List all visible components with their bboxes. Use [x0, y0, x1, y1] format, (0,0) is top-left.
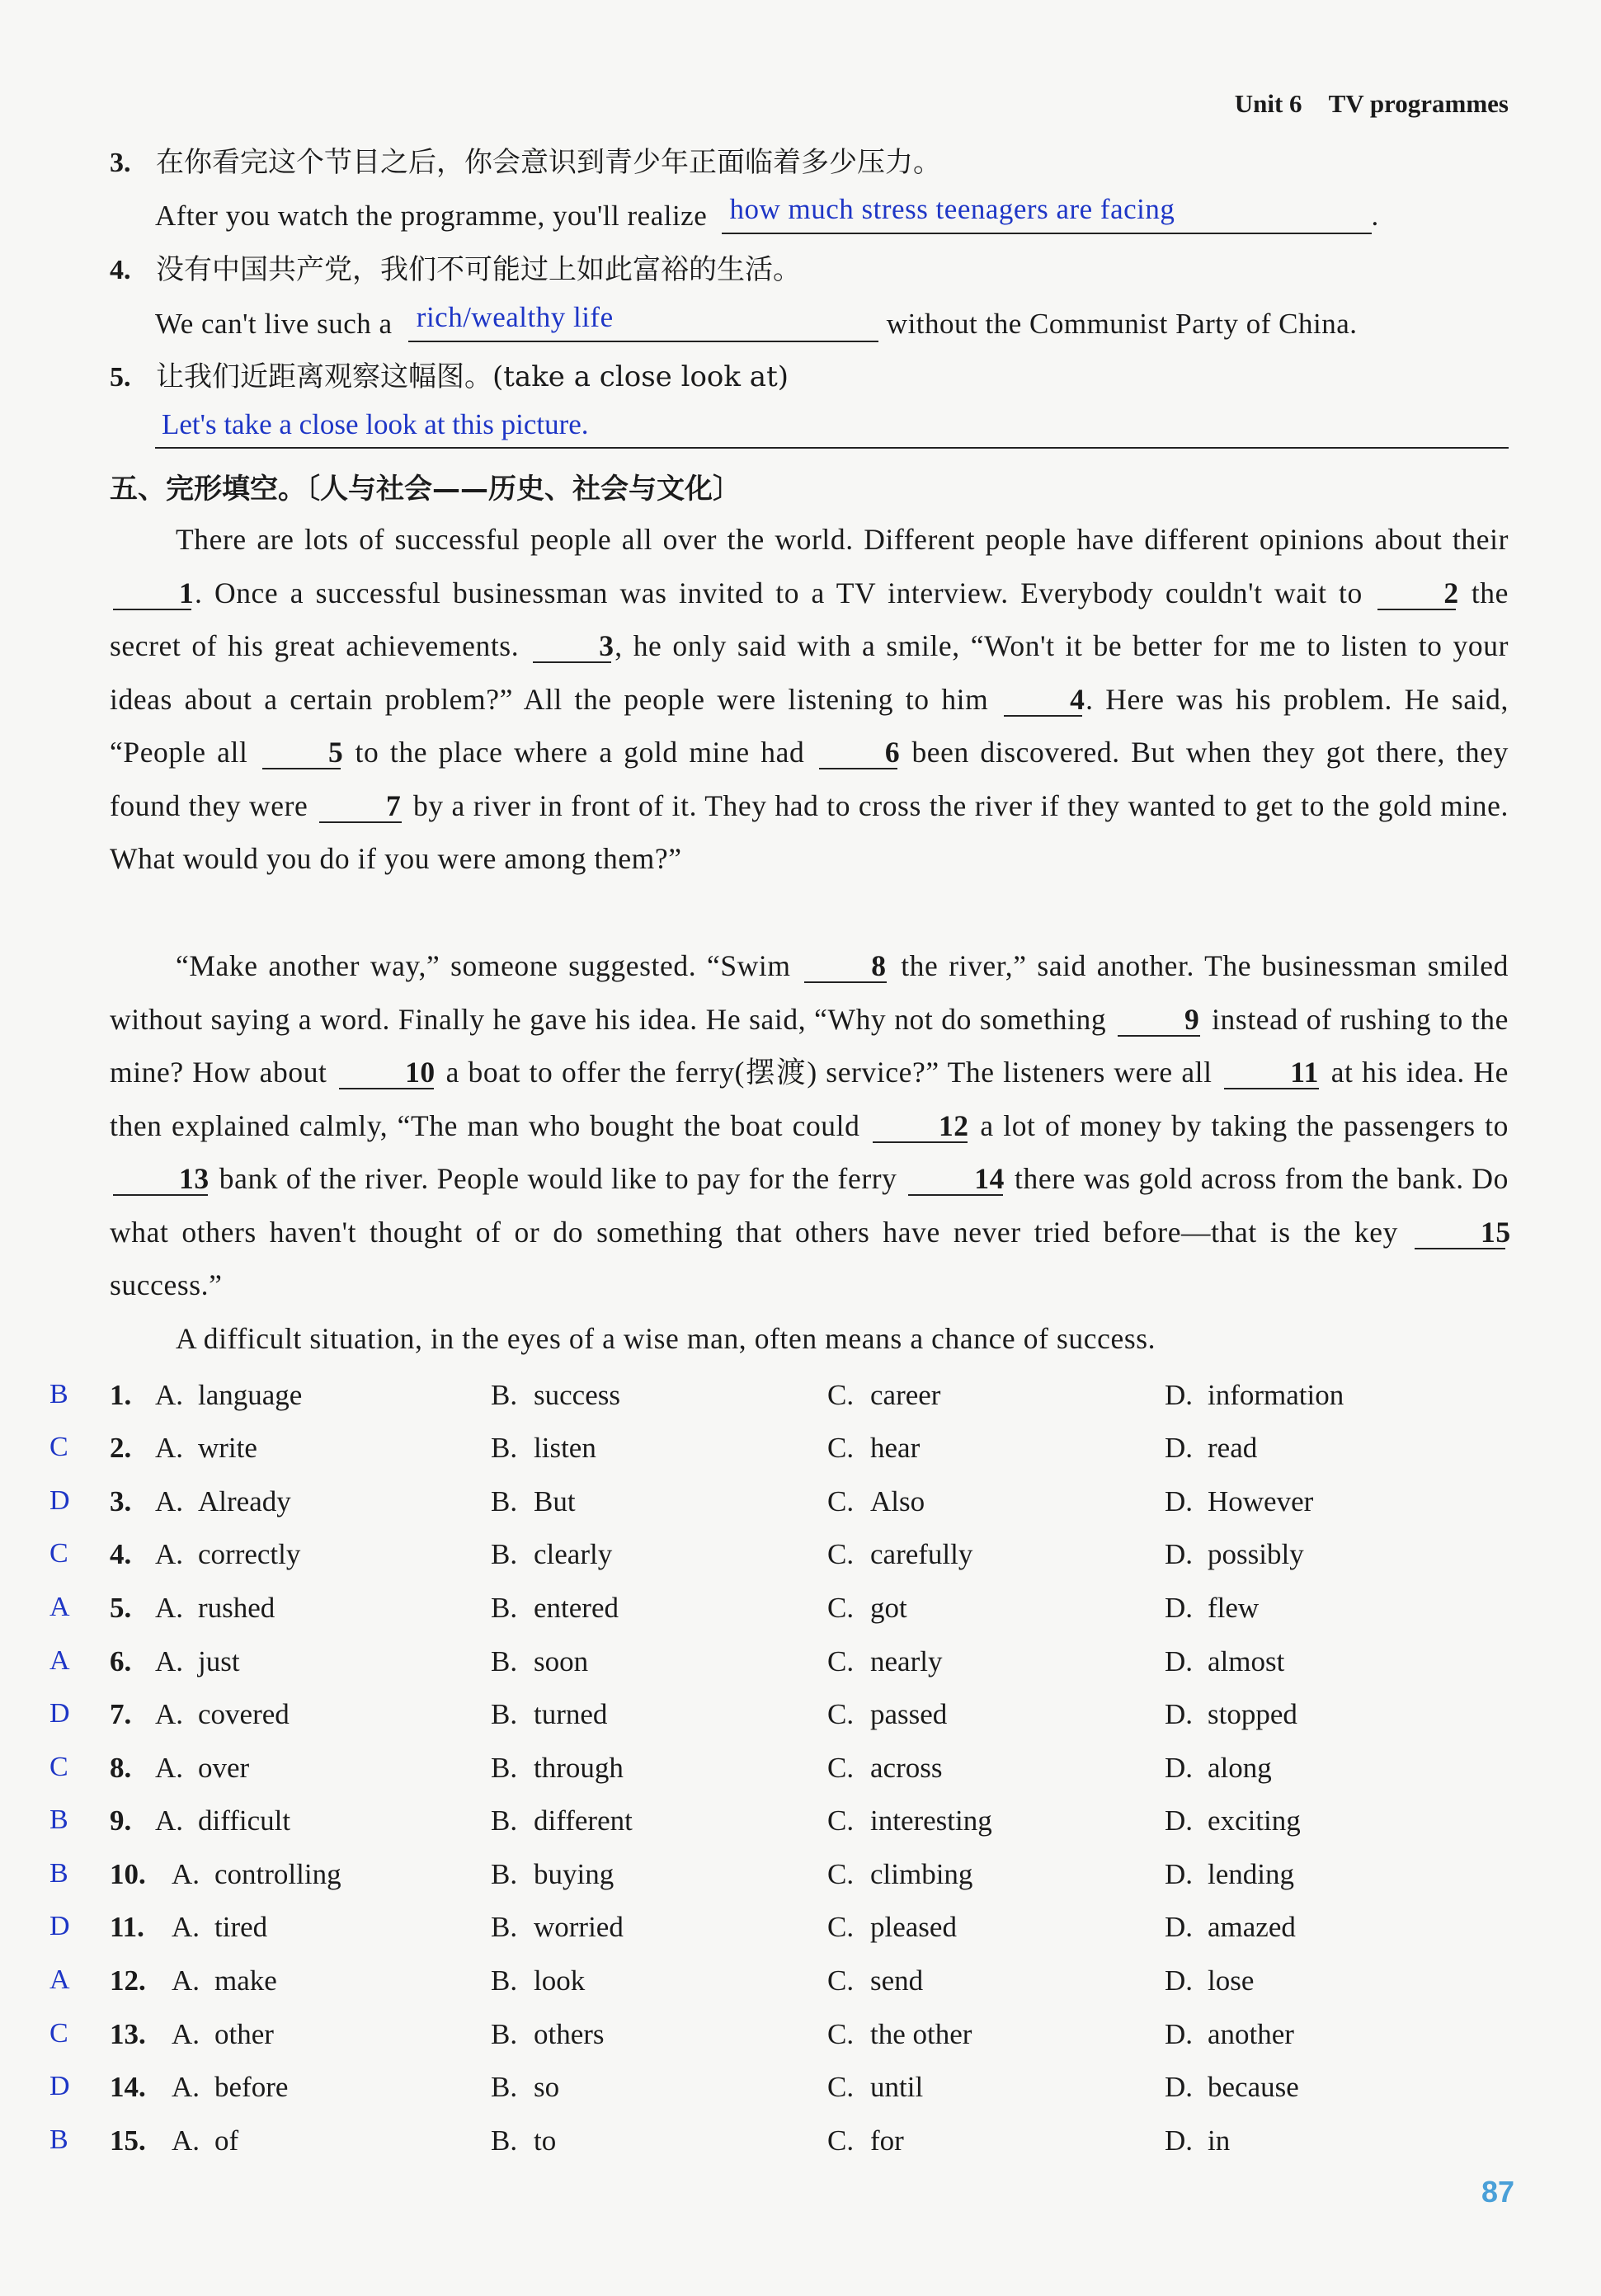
option-b[interactable]: B. listen — [491, 1432, 596, 1464]
option-d[interactable]: D. exciting — [1165, 1804, 1301, 1837]
option-row-2 — [0, 1432, 1601, 1484]
translation-item-3 — [110, 147, 1509, 179]
sentence-start: We can't live such a — [155, 308, 393, 340]
option-b[interactable]: B. turned — [491, 1698, 608, 1730]
option-d[interactable]: D. read — [1165, 1432, 1258, 1464]
option-b[interactable]: B. success — [491, 1379, 620, 1411]
blank-8[interactable]: 8 — [804, 951, 887, 983]
handwritten-answer: rich/wealthy life — [416, 301, 614, 333]
option-c[interactable]: C. career — [827, 1379, 941, 1411]
chinese-sentence: 在你看完这个节目之后，你会意识到青少年正面临着多少压力。 — [156, 146, 941, 179]
handwritten-choice: A — [49, 1645, 70, 1676]
passage-text: by a river in front of it. They had to cross the river if they wanted to get to the gold mine. What would you do if you were among them?” — [110, 788, 1509, 875]
passage-text: bank of the river. People would like to pay for the ferry — [219, 1162, 897, 1195]
passage-text: the river,” said another. The businessman smiled without saying a word. Finally he gave his idea. He said, “Why not do something — [110, 949, 1509, 1036]
option-row-4 — [0, 1538, 1601, 1591]
option-d[interactable]: D. almost — [1165, 1645, 1285, 1677]
handwritten-choice: C — [49, 1752, 68, 1782]
option-a[interactable]: A. Already — [155, 1485, 291, 1517]
option-d[interactable]: D. along — [1165, 1752, 1272, 1784]
option-d[interactable]: D. lending — [1165, 1858, 1294, 1890]
passage-text: to the place where a gold mine had — [355, 736, 805, 769]
question-number: 15. — [110, 2124, 146, 2157]
option-c[interactable]: C. pleased — [827, 1911, 957, 1943]
option-c[interactable]: C. hear — [827, 1432, 921, 1464]
handwritten-choice: B — [49, 1379, 68, 1409]
blank-14[interactable]: 14 — [908, 1164, 1003, 1196]
blank-7[interactable]: 7 — [319, 791, 402, 823]
option-row-8 — [0, 1752, 1601, 1804]
option-row-6 — [0, 1645, 1601, 1698]
option-c[interactable]: C. climbing — [827, 1858, 973, 1890]
question-number: 13. — [110, 2018, 146, 2050]
question-number: 1. — [110, 1379, 132, 1411]
option-row-10 — [0, 1858, 1601, 1911]
unit-title: TV programmes — [1328, 89, 1509, 118]
option-d[interactable]: D. stopped — [1165, 1698, 1297, 1730]
blank-15[interactable]: 15 — [1415, 1217, 1505, 1249]
option-d[interactable]: D. possibly — [1165, 1538, 1304, 1570]
option-b[interactable]: B. look — [491, 1964, 586, 1997]
question-number: 9. — [110, 1804, 132, 1837]
passage-text: a lot of money by taking the passengers to — [980, 1108, 1509, 1142]
passage-text: been discovered. But when they got there, they found they were — [110, 736, 1509, 822]
blank-1[interactable]: 1 — [113, 578, 191, 610]
question-number: 10. — [110, 1858, 146, 1890]
translation-line-3 — [155, 193, 1379, 234]
option-b[interactable]: B. worried — [491, 1911, 624, 1943]
sentence-start: After you watch the programme, you'll realize — [155, 200, 708, 232]
option-a[interactable]: A. before — [172, 2071, 289, 2103]
handwritten-choice: D — [49, 2071, 70, 2101]
option-c[interactable]: C. the other — [827, 2018, 972, 2050]
page-number: 87 — [1481, 2175, 1514, 2209]
item-number: 3. — [110, 148, 131, 178]
handwritten-answer: how much stress teenagers are facing — [729, 193, 1175, 225]
option-d[interactable]: D. because — [1165, 2071, 1299, 2103]
chinese-sentence: 没有中国共产党，我们不可能过上如此富裕的生活。 — [156, 253, 801, 286]
blank-6[interactable]: 6 — [819, 737, 897, 769]
option-a[interactable]: A. of — [172, 2124, 239, 2157]
passage-paragraph-2 — [110, 939, 1509, 1312]
sentence-end: without the Communist Party of China. — [886, 308, 1358, 340]
question-number: 3. — [110, 1485, 132, 1517]
option-b[interactable]: B. soon — [491, 1645, 589, 1677]
page-header — [1235, 89, 1509, 119]
passage-text: . Once a successful businessman was invited to a TV interview. Everybody couldn't wait to — [195, 576, 1363, 609]
option-a[interactable]: A. rushed — [155, 1592, 275, 1624]
question-number: 11. — [110, 1911, 144, 1943]
option-a[interactable]: A. other — [172, 2018, 274, 2050]
option-row-1 — [0, 1379, 1601, 1432]
option-d[interactable]: D. However — [1165, 1485, 1314, 1517]
option-c[interactable]: C. passed — [827, 1698, 948, 1730]
handwritten-choice: B — [49, 1858, 68, 1889]
option-c[interactable]: C. until — [827, 2071, 924, 2103]
option-b[interactable]: B. to — [491, 2124, 557, 2157]
option-a[interactable]: A. make — [172, 1964, 277, 1997]
chinese-sentence: 让我们近距离观察这幅图。(take a close look at) — [156, 360, 789, 393]
option-b[interactable]: B. buying — [491, 1858, 615, 1890]
answer-blank[interactable] — [408, 301, 878, 342]
passage-text: , he only said with a smile, “Won't it be better for me to listen to your ideas about a certain problem?” All the people were listening to him — [110, 629, 1509, 716]
option-row-12 — [0, 1964, 1601, 2017]
option-d[interactable]: D. amazed — [1165, 1911, 1296, 1943]
option-row-3 — [0, 1485, 1601, 1538]
option-row-7 — [0, 1698, 1601, 1751]
option-b[interactable]: B. entered — [491, 1592, 619, 1624]
option-a[interactable]: A. correctly — [155, 1538, 301, 1570]
passage-text: at his idea. He then explained calmly, “The man who bought the boat could — [110, 1056, 1509, 1142]
option-b[interactable]: B. others — [491, 2018, 605, 2050]
item-number: 4. — [110, 255, 131, 285]
option-c[interactable]: C. across — [827, 1752, 943, 1784]
option-b[interactable]: B. clearly — [491, 1538, 613, 1570]
option-c[interactable]: C. got — [827, 1592, 907, 1624]
question-number: 14. — [110, 2071, 146, 2103]
question-number: 8. — [110, 1752, 132, 1784]
option-c[interactable]: C. for — [827, 2124, 904, 2157]
option-d[interactable]: D. in — [1165, 2124, 1231, 2157]
option-a[interactable]: A. covered — [155, 1698, 290, 1730]
question-number: 4. — [110, 1538, 132, 1570]
option-c[interactable]: C. interesting — [827, 1804, 992, 1837]
option-row-5 — [0, 1592, 1601, 1644]
option-a[interactable]: A. write — [155, 1432, 257, 1464]
blank-12[interactable]: 12 — [873, 1111, 968, 1143]
option-a[interactable]: A. just — [155, 1645, 240, 1677]
option-a[interactable]: A. tired — [172, 1911, 268, 1943]
passage-text: a boat to offer the ferry(摆渡) service?” The listeners were all — [445, 1056, 1213, 1089]
blank-10[interactable]: 10 — [339, 1057, 434, 1089]
answer-blank[interactable] — [155, 408, 1509, 449]
handwritten-choice: B — [49, 1804, 68, 1835]
option-c[interactable]: C. Also — [827, 1485, 925, 1517]
question-number: 6. — [110, 1645, 132, 1677]
translation-item-4 — [110, 254, 1509, 286]
handwritten-choice: A — [49, 1964, 70, 1995]
question-number: 2. — [110, 1432, 132, 1464]
option-row-15 — [0, 2124, 1601, 2177]
blank-3[interactable]: 3 — [533, 631, 611, 663]
option-b[interactable]: B. so — [491, 2071, 560, 2103]
answer-blank[interactable] — [722, 193, 1372, 234]
option-d[interactable]: D. information — [1165, 1379, 1344, 1411]
passage-text: success.” — [110, 1268, 223, 1301]
option-d[interactable]: D. flew — [1165, 1592, 1260, 1624]
handwritten-choice: D — [49, 1698, 70, 1729]
handwritten-choice: C — [49, 2018, 68, 2049]
option-c[interactable]: C. nearly — [827, 1645, 943, 1677]
passage-text: . Here was his problem. He said, “People all — [110, 682, 1509, 769]
passage-paragraph-1 — [110, 513, 1509, 886]
handwritten-choice: B — [49, 2124, 68, 2155]
passage-paragraph-3: A difficult situation, in the eyes of a wise man, often means a chance of success. — [176, 1322, 1156, 1355]
option-c[interactable]: C. send — [827, 1964, 924, 1997]
passage-text: instead of rushing to the mine? How about — [110, 1002, 1509, 1089]
sentence-end: . — [1371, 200, 1379, 232]
handwritten-choice: C — [49, 1538, 68, 1569]
option-d[interactable]: D. lose — [1165, 1964, 1255, 1997]
option-row-9 — [0, 1804, 1601, 1857]
blank-4[interactable]: 4 — [1004, 685, 1082, 717]
option-a[interactable]: A. controlling — [172, 1858, 341, 1890]
handwritten-choice: C — [49, 1432, 68, 1462]
option-a[interactable]: A. over — [155, 1752, 250, 1784]
blank-2[interactable]: 2 — [1377, 578, 1456, 610]
option-b[interactable]: B. different — [491, 1804, 633, 1837]
option-b[interactable]: B. through — [491, 1752, 624, 1784]
handwritten-choice: D — [49, 1911, 70, 1941]
option-b[interactable]: B. But — [491, 1485, 576, 1517]
option-row-14 — [0, 2071, 1601, 2124]
blank-11[interactable]: 11 — [1224, 1057, 1319, 1089]
handwritten-choice: A — [49, 1592, 70, 1622]
option-d[interactable]: D. another — [1165, 2018, 1294, 2050]
option-a[interactable]: A. language — [155, 1379, 303, 1411]
question-number: 12. — [110, 1964, 146, 1997]
passage-text: the secret of his great achievements. — [110, 576, 1509, 662]
option-row-11 — [0, 1911, 1601, 1964]
blank-5[interactable]: 5 — [262, 737, 341, 769]
passage-text: there was gold across from the bank. Do what others haven't thought of or do something that others have never tried before—that is the key — [110, 1162, 1509, 1249]
question-number: 7. — [110, 1698, 132, 1730]
option-row-13 — [0, 2018, 1601, 2071]
section-title: 五、完形填空。〔人与社会——历史、社会与文化〕 — [110, 473, 741, 506]
handwritten-answer: Let's take a close look at this picture. — [162, 408, 589, 440]
translation-item-5 — [110, 361, 1509, 393]
item-number: 5. — [110, 362, 131, 393]
option-a[interactable]: A. difficult — [155, 1804, 291, 1837]
blank-13[interactable]: 13 — [113, 1164, 208, 1196]
question-number: 5. — [110, 1592, 132, 1624]
blank-9[interactable]: 9 — [1118, 1004, 1200, 1037]
option-c[interactable]: C. carefully — [827, 1538, 973, 1570]
passage-text: There are lots of successful people all over the world. Different people have different opinions about their — [176, 523, 1509, 556]
passage-text: “Make another way,” someone suggested. “Swim — [176, 949, 791, 982]
handwritten-choice: D — [49, 1485, 70, 1516]
translation-line-4 — [155, 301, 1358, 342]
unit-label: Unit 6 — [1234, 89, 1302, 118]
